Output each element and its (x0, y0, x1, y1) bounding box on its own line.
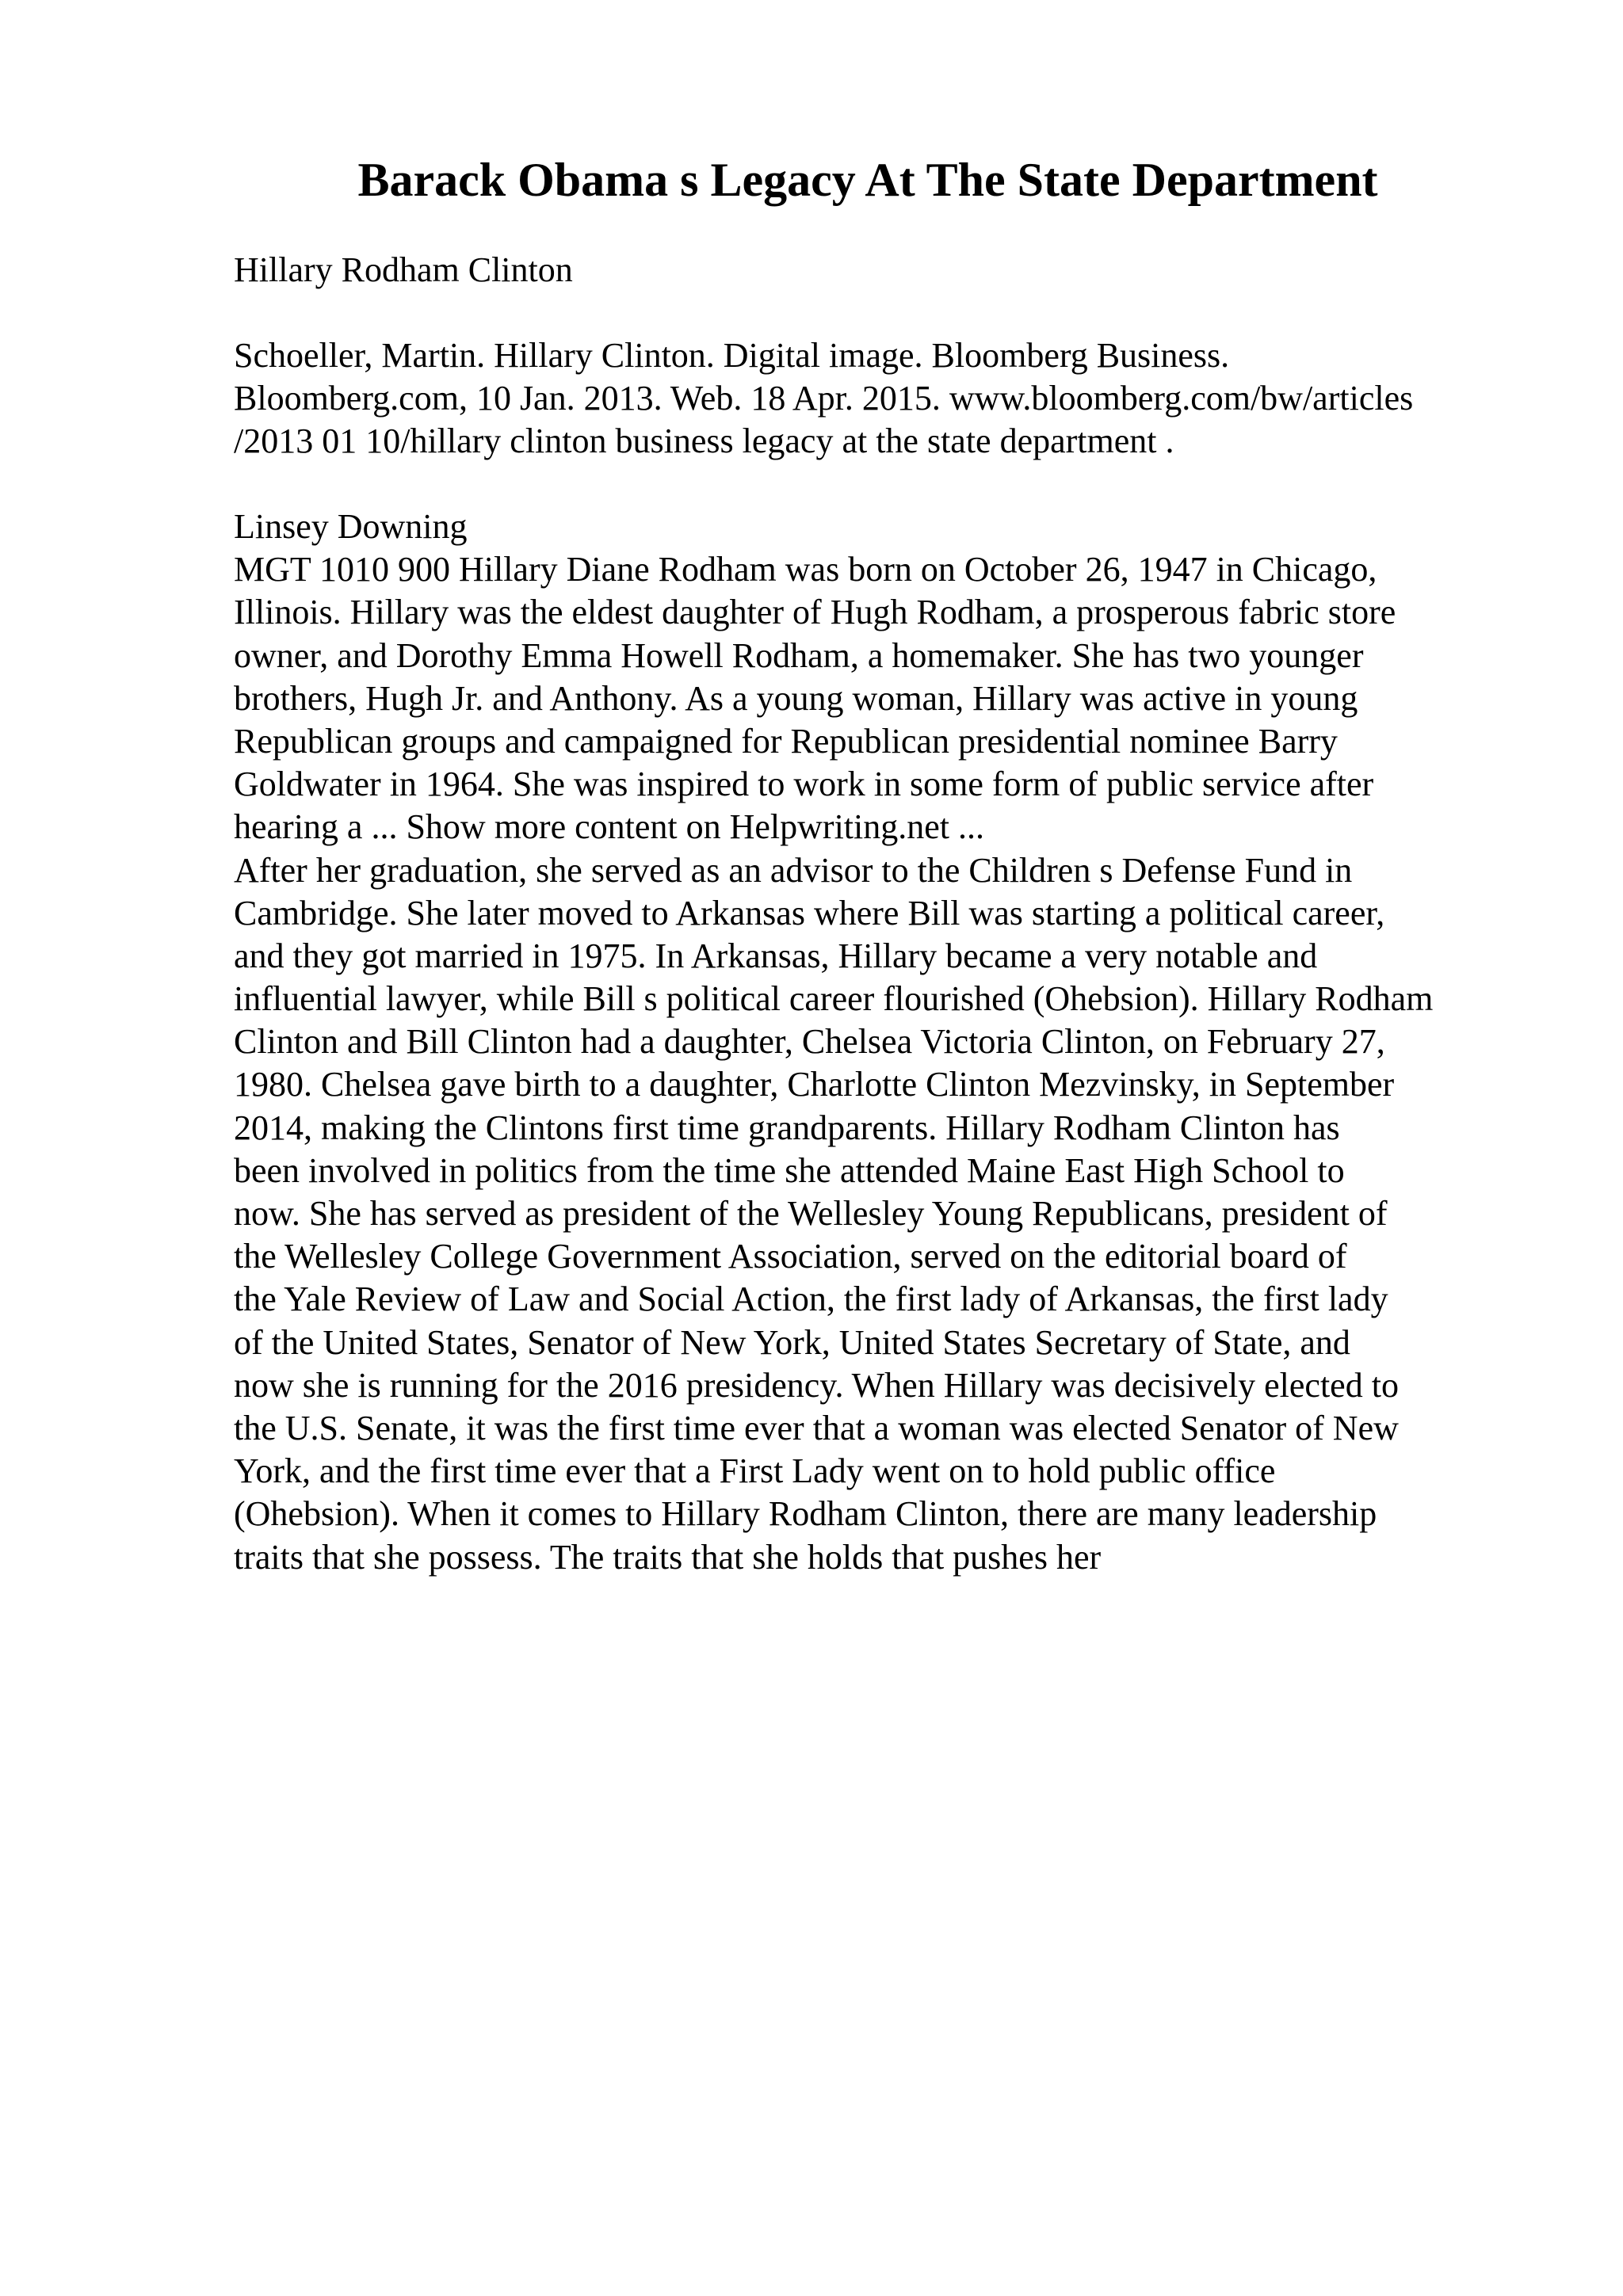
essay-line: been involved in politics from the time she attended Maine East High School to (234, 1150, 1345, 1190)
essay-line: Goldwater in 1964. She was inspired to work in some form of public service after (234, 765, 1374, 804)
essay-line: Illinois. Hillary was the eldest daughter of Hugh Rodham, a prosperous fabric store (234, 593, 1396, 632)
essay-line: (Ohebsion). When it comes to Hillary Rodham Clinton, there are many leadership (234, 1494, 1377, 1534)
essay-line: now she is running for the 2016 presidency. When Hillary was decisively elected to (234, 1365, 1399, 1405)
essay-line: York, and the first time ever that a First Lady went on to hold public office (234, 1451, 1276, 1491)
essay-line: owner, and Dorothy Emma Howell Rodham, a homemaker. She has two younger (234, 635, 1364, 675)
essay-line: Clinton and Bill Clinton had a daughter, Chelsea Victoria Clinton, on February 27, (234, 1022, 1385, 1062)
author-name: Hillary Rodham Clinton (234, 250, 573, 289)
essay-line: and they got married in 1975. In Arkansas, Hillary became a very notable and (234, 936, 1318, 975)
document-title: Barack Obama s Legacy At The State Department (357, 154, 1378, 206)
essay-line: Republican groups and campaigned for Republican presidential nominee Barry (234, 721, 1338, 761)
essay-line: Cambridge. She later moved to Arkansas where Bill was starting a political career, (234, 893, 1385, 933)
essay-line: MGT 1010 900 Hillary Diane Rodham was born on October 26, 1947 in Chicago, (234, 550, 1377, 589)
essay-line: the U.S. Senate, it was the first time ever that a woman was elected Senator of New (234, 1408, 1399, 1447)
citation-line: Bloomberg.com, 10 Jan. 2013. Web. 18 Apr. 2015. www.bloomberg.com/bw/articles (234, 379, 1414, 418)
essay-line: 2014, making the Clintons first time grandparents. Hillary Rodham Clinton has (234, 1108, 1340, 1147)
citation-line: Schoeller, Martin. Hillary Clinton. Digital image. Bloomberg Business. (234, 336, 1230, 375)
essay-line: of the United States, Senator of New York, United States Secretary of State, and (234, 1322, 1350, 1362)
essay-line: brothers, Hugh Jr. and Anthony. As a young woman, Hillary was active in young (234, 678, 1358, 718)
citation-line: /2013 01 10/hillary clinton business legacy at the state department . (234, 421, 1174, 461)
essay-line: the Wellesley College Government Association, served on the editorial board of (234, 1237, 1347, 1276)
essay-body (234, 505, 1565, 1579)
essay-line: the Yale Review of Law and Social Action, the first lady of Arkansas, the first lady (234, 1280, 1388, 1319)
essay-line: After her graduation, she served as an advisor to the Children s Defense Fund in (234, 850, 1353, 890)
essay-line: hearing a ... Show more content on Helpwriting.net ... (234, 807, 985, 847)
essay-line: traits that she possess. The traits that she holds that pushes her (234, 1537, 1102, 1577)
essay-line: now. She has served as president of the Wellesley Young Republicans, president of (234, 1194, 1388, 1233)
image-citation (234, 334, 1565, 463)
essay-line: influential lawyer, while Bill s political career flourished (Ohebsion). Hillary Rodham (234, 979, 1434, 1019)
essay-byline: Linsey Downing (234, 507, 468, 546)
essay-line: 1980. Chelsea gave birth to a daughter, Charlotte Clinton Mezvinsky, in September (234, 1065, 1395, 1104)
